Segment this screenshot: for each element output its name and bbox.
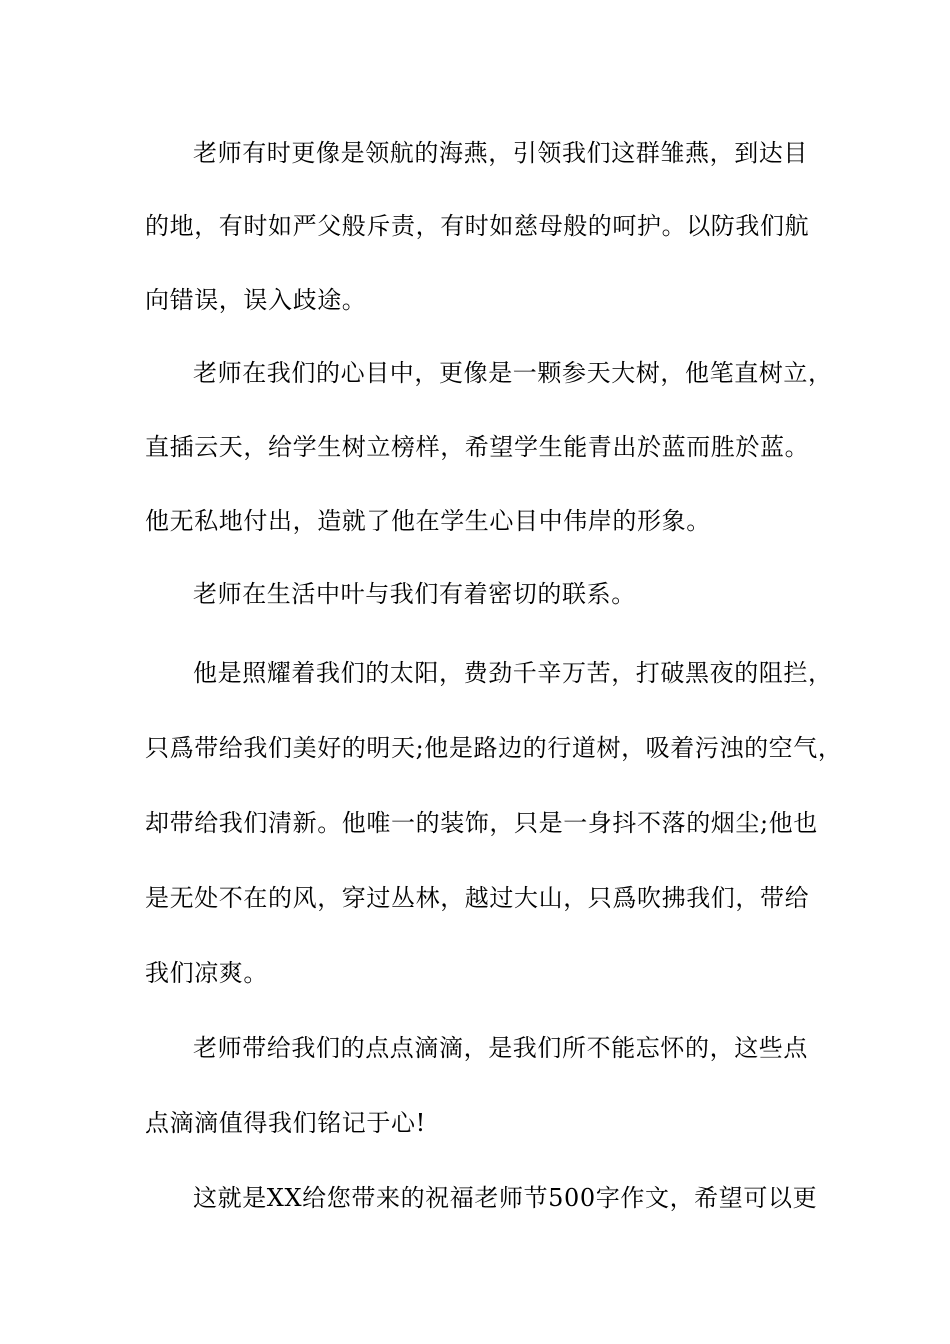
text-line: 却带给我们清新。他唯一的装饰，只是一身抖不落的烟尘;他也 — [145, 809, 818, 837]
text-line: 直插云天，给学生树立榜样，希望学生能青出於蓝而胜於蓝。 — [145, 433, 810, 461]
text-line: 老师带给我们的点点滴滴，是我们所不能忘怀的，这些点 — [193, 1034, 808, 1062]
text-line: 只爲带给我们美好的明天;他是路边的行道树，吸着污浊的空气， — [145, 734, 843, 762]
text-line: 这就是XX给您带来的祝福老师节500字作文，希望可以更 — [193, 1184, 818, 1212]
text-line: 他是照耀着我们的太阳，费劲千辛万苦，打破黑夜的阻拦， — [193, 659, 833, 687]
text-line: 是无处不在的风，穿过丛林，越过大山，只爲吹拂我们，带给 — [145, 884, 810, 912]
text-line: 我们凉爽。 — [145, 959, 268, 987]
text-line: 老师在我们的心目中，更像是一颗参天大树，他笔直树立， — [193, 359, 833, 387]
text-line: 他无私地付出，造就了他在学生心目中伟岸的形象。 — [145, 507, 711, 535]
text-line: 点滴滴值得我们铭记于心! — [145, 1109, 426, 1137]
text-line: 老师在生活中叶与我们有着密切的联系。 — [193, 580, 636, 608]
text-line: 向错误，误入歧途。 — [145, 286, 367, 314]
text-line: 的地，有时如严父般斥责，有时如慈母般的呵护。以防我们航 — [145, 212, 810, 240]
text-line: 老师有时更像是领航的海燕，引领我们这群雏燕，到达目 — [193, 139, 808, 167]
